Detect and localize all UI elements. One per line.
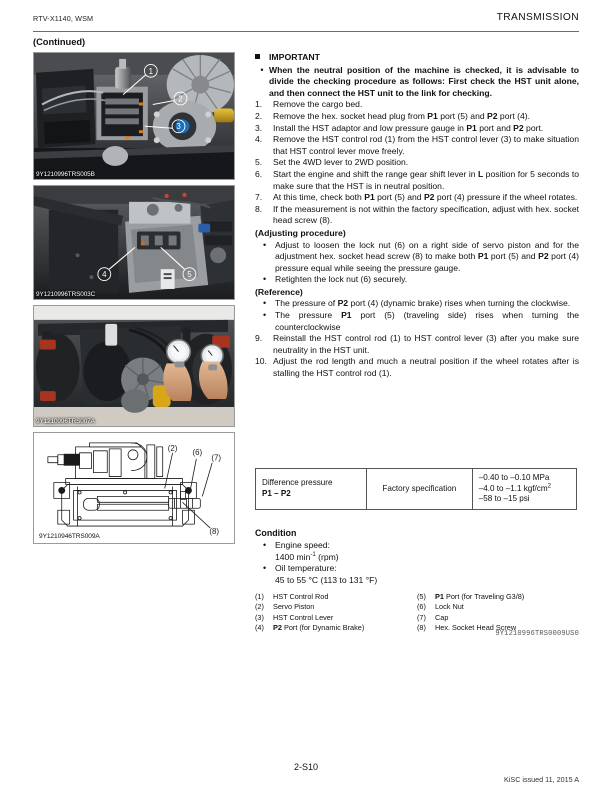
numbered-step: [255, 169, 579, 192]
legend-number: (3): [255, 612, 264, 622]
legend-text: Lock Nut: [435, 602, 464, 612]
step-text: Remove the HST control rod (1) from the HST control lever (3) to make situation that HST control lever move freely.: [273, 134, 579, 156]
oil-temperature-value: 45 to 55 °C (113 to 131 °F): [275, 574, 378, 585]
figure-gauges: [33, 305, 235, 427]
bullet-icon: •: [260, 64, 264, 75]
adjusting-bullets: [255, 240, 579, 286]
legend-item: [417, 592, 579, 602]
header-divider: [33, 31, 579, 32]
table-row: [256, 469, 577, 510]
adjusting-procedure-heading: (Adjusting procedure): [255, 227, 346, 238]
continued-label: (Continued): [33, 37, 86, 47]
instruction-text-column: [255, 52, 579, 380]
legend-text: Cap: [435, 612, 449, 622]
condition-item: [263, 563, 577, 586]
numbered-step: [255, 99, 579, 111]
part-legend: [255, 592, 579, 634]
svg-text:3: 3: [176, 122, 181, 132]
svg-text:(7): (7): [211, 453, 221, 463]
figure-column: [33, 52, 235, 549]
numbered-step: [255, 123, 579, 135]
step-number: 6.: [255, 168, 263, 179]
page-number: 2-S10: [293, 762, 319, 772]
figure-caption: 9Y1210996TRS003C: [36, 291, 96, 298]
reference-bullets: [255, 298, 579, 333]
numbered-steps-part2: [255, 333, 579, 379]
issue-note: KiSC issued 11, 2015 A: [504, 775, 579, 784]
figure-caption: 9Y1210946TRS009A: [39, 533, 100, 540]
legend-item: [417, 613, 579, 623]
bullet-icon: •: [263, 310, 267, 321]
figure-caption: 9Y1210996TRS007A: [36, 418, 95, 425]
step-number: 7.: [255, 192, 263, 203]
bullet-icon: •: [263, 274, 267, 285]
svg-text:2: 2: [178, 94, 183, 104]
svg-text:(6): (6): [192, 447, 203, 457]
step-number: 2.: [255, 110, 263, 121]
numbered-steps-part1: [255, 99, 579, 227]
numbered-step: [255, 134, 579, 157]
step-number: 3.: [255, 122, 263, 133]
numbered-step: [255, 111, 579, 123]
figure-ports-image: [34, 186, 234, 300]
procedure-bullet-text: Retighten the lock nut (6) securely.: [275, 274, 408, 285]
legend-number: (7): [417, 612, 426, 622]
procedure-bullet-text: The pressure P1 port (5) (traveling side) rises when turning the counterclockwise: [275, 310, 579, 332]
header-model-label: RTV-X1140, WSM: [33, 14, 94, 23]
important-heading: [255, 52, 579, 64]
numbered-step: [255, 157, 579, 169]
legend-item: [255, 592, 417, 602]
spec-value-mpa: –0.40 to –0.10 MPa: [478, 473, 550, 482]
svg-text:1: 1: [148, 66, 154, 76]
difference-pressure-label: [256, 469, 367, 510]
legend-text: P2 Port (for Dynamic Brake): [273, 623, 365, 633]
step-number: 1.: [255, 99, 263, 110]
important-heading-label: IMPORTANT: [269, 52, 320, 62]
step-text: At this time, check both P1 port (5) and P2 port (4) pressure if the wheel rotates.: [273, 192, 578, 203]
page-header: [33, 14, 579, 30]
figure-servo-piston: [33, 432, 235, 544]
numbered-step: [255, 356, 579, 379]
engine-speed-label: Engine speed:: [275, 540, 330, 551]
procedure-bullet: [263, 298, 579, 310]
legend-column-right: [417, 592, 579, 634]
procedure-bullet-text: The pressure of P2 port (4) (dynamic brake) rises when turning the clockwise.: [275, 298, 571, 309]
step-number: 9.: [255, 333, 263, 344]
step-text: Install the HST adaptor and low pressure gauge in P1 port and P2 port.: [273, 122, 544, 133]
procedure-bullet: [263, 240, 579, 275]
difference-pressure-line2: P1 – P2: [262, 488, 291, 498]
legend-item: [255, 623, 417, 633]
specification-values: [472, 469, 576, 510]
oil-temperature-label: Oil temperature:: [275, 563, 337, 574]
step-number: 10.: [255, 356, 267, 367]
svg-text:5: 5: [187, 270, 192, 280]
legend-number: (4): [255, 623, 264, 633]
step-number: 8.: [255, 203, 263, 214]
legend-column-left: [255, 592, 417, 634]
legend-number: (6): [417, 602, 426, 612]
numbered-step: [255, 204, 579, 227]
spec-value-kgf: –4.0 to –1.1 kgf/$cm^2$: [478, 482, 551, 493]
legend-number: (2): [255, 602, 264, 612]
bullet-icon: •: [263, 540, 267, 551]
figure-gauges-image: [34, 306, 234, 427]
reference-heading: (Reference): [255, 286, 303, 297]
legend-text: HST Control Rod: [273, 592, 329, 601]
svg-text:(8): (8): [209, 526, 220, 536]
legend-text: HST Control Lever: [273, 612, 334, 622]
figure-caption: 9Y1210996TRS005B: [36, 171, 95, 178]
important-note-text: When the neutral position of the machine is checked, it is advisable to divide the checking procedure as follows: First check the HST unit alone, and then connect the HST unit to the link for checking.: [269, 64, 579, 98]
header-section-title: TRANSMISSION: [496, 12, 579, 23]
legend-text: P1 Port (for Traveling G3/8): [435, 592, 525, 601]
legend-item: [417, 602, 579, 612]
step-text: Remove the cargo bed.: [273, 99, 363, 110]
difference-pressure-line1: Difference pressure: [262, 478, 333, 488]
step-number: 4.: [255, 134, 263, 145]
legend-item: [255, 602, 417, 612]
step-text: If the measurement is not within the factory specification, adjust with hex. socket head screw (8).: [273, 203, 579, 226]
spec-value-psi: –58 to –15 psi: [478, 494, 530, 504]
bullet-icon: •: [263, 298, 267, 309]
legend-text: Servo Piston: [273, 602, 315, 612]
legend-number: (5): [417, 592, 426, 601]
figure-ports: [33, 185, 235, 300]
condition-heading: Condition: [255, 528, 297, 538]
svg-text:4: 4: [102, 270, 107, 280]
numbered-step: [255, 333, 579, 356]
legend-number: (1): [255, 592, 264, 601]
document-code: 9Y1210996TRS0009US0: [495, 630, 579, 638]
step-text: Start the engine and shift the range gear shift lever in L position for 5 seconds to make sure that the HST is in neutral position.: [273, 168, 580, 191]
step-text: Reinstall the HST control rod (1) to HST control lever (3) after you make sure neutrality in the HST unit.: [273, 333, 579, 355]
bullet-icon: •: [263, 239, 267, 250]
engine-speed-value: 1400 $\min^{-1} (rpm)$: [275, 551, 339, 562]
figure-hst-unit: [33, 52, 235, 180]
step-text: Remove the hex. socket head plug from P1 port (5) and P2 port (4).: [273, 110, 531, 121]
svg-text:(2): (2): [167, 443, 178, 453]
procedure-bullet-text: Adjust to loosen the lock nut (6) on a right side of servo piston and for the adjustment hex. socket head screw (8) to make both P1 port (5) and P2 port (4) pressure equal while seeing the pressure gauge.: [275, 239, 580, 273]
bullet-icon: •: [263, 563, 267, 574]
square-bullet-icon: [255, 54, 260, 59]
specification-table: [255, 468, 577, 510]
figure-hst-unit-image: [34, 53, 234, 180]
condition-item: [263, 540, 577, 563]
numbered-step: [255, 192, 579, 204]
legend-item: [255, 613, 417, 623]
factory-specification-label: Factory specification: [366, 469, 472, 510]
step-text: Set the 4WD lever to 2WD position.: [273, 157, 409, 168]
step-number: 5.: [255, 157, 263, 168]
important-note-row: [255, 65, 579, 100]
legend-number: (8): [417, 623, 426, 633]
figure-servo-piston-drawing: [34, 433, 234, 544]
legend-text: Hex. Socket Head Screw: [435, 623, 517, 633]
condition-block: [255, 528, 577, 586]
step-text: Adjust the rod length and much a neutral position if the wheel rotates after is stalling the HST control rod (1).: [273, 356, 579, 379]
procedure-bullet: [263, 274, 579, 286]
procedure-bullet: [263, 310, 579, 333]
